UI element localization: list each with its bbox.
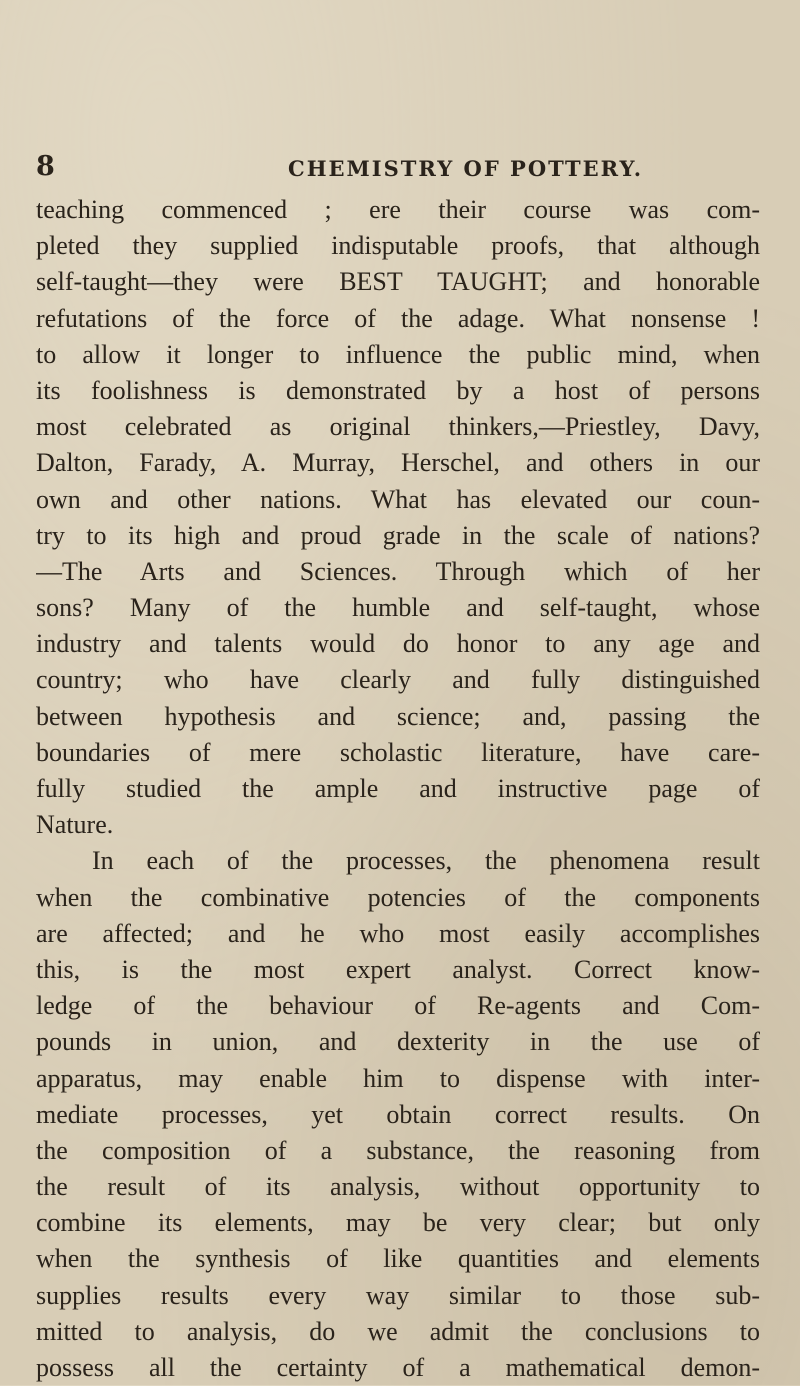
text-line: In each of the processes, the phenomena result [92, 846, 760, 876]
text-line: sons? Many of the humble and self-taught, whose [36, 593, 760, 623]
text-line: —The Arts and Sciences. Through which of her [36, 556, 760, 586]
running-head [30, 150, 770, 184]
paragraph-2 [36, 843, 760, 1386]
text-line: mitted to analysis, do we admit the conclusions to [36, 1316, 760, 1346]
text-line: between hypothesis and science; and, passing the [36, 701, 760, 731]
text-line: boundaries of mere scholastic literature, have care- [36, 737, 760, 767]
text-line: mediate processes, yet obtain correct results. On [36, 1099, 760, 1129]
text-line: pleted they supplied indisputable proofs, that although [36, 231, 760, 261]
body-text [36, 192, 760, 1386]
text-line: supplies results every way similar to those sub- [36, 1280, 760, 1310]
text-line: country; who have clearly and fully distinguished [36, 665, 760, 695]
text-line: try to its high and proud grade in the scale of nations? [36, 520, 760, 550]
page-number: 8 [36, 151, 55, 182]
text-line: teaching commenced ; ere their course was com- [36, 195, 760, 224]
text-line: ledge of the behaviour of Re-agents and Com- [36, 991, 760, 1021]
text-line: combine its elements, may be very clear; but only [36, 1208, 760, 1238]
text-line: this, is the most expert analyst. Correct know- [36, 954, 760, 984]
text-line: its foolishness is demonstrated by a host of persons [36, 375, 760, 405]
text-line: the result of its analysis, without opportunity to [36, 1172, 760, 1202]
text-line: apparatus, may enable him to dispense with inter- [36, 1063, 760, 1093]
text-line: industry and talents would do honor to any age and [36, 629, 760, 659]
text-line: refutations of the force of the adage. What nonsense ! [36, 303, 760, 333]
text-line: Nature. [36, 810, 114, 840]
paragraph-1 [36, 192, 760, 843]
text-line: when the synthesis of like quantities and elements [36, 1244, 760, 1274]
text-line: most celebrated as original thinkers,—Priestley, Davy, [36, 412, 760, 442]
text-line: self-taught—they were BEST TAUGHT; and honorable [36, 267, 760, 297]
text-line: Dalton, Farady, A. Murray, Herschel, and others in our [36, 448, 760, 478]
running-title: CHEMISTRY OF POTTERY. [288, 156, 644, 181]
text-line: own and other nations. What has elevated our coun- [36, 484, 760, 514]
text-line: fully studied the ample and instructive page of [36, 774, 760, 803]
text-line: to allow it longer to influence the public mind, when [36, 339, 760, 369]
text-line: the composition of a substance, the reasoning from [36, 1135, 760, 1165]
text-line: pounds in union, and dexterity in the use of [36, 1027, 760, 1057]
text-line: possess all the certainty of a mathematical demon- [36, 1353, 760, 1382]
text-line: are affected; and he who most easily accomplishes [36, 918, 760, 948]
text-line: when the combinative potencies of the components [36, 882, 760, 912]
